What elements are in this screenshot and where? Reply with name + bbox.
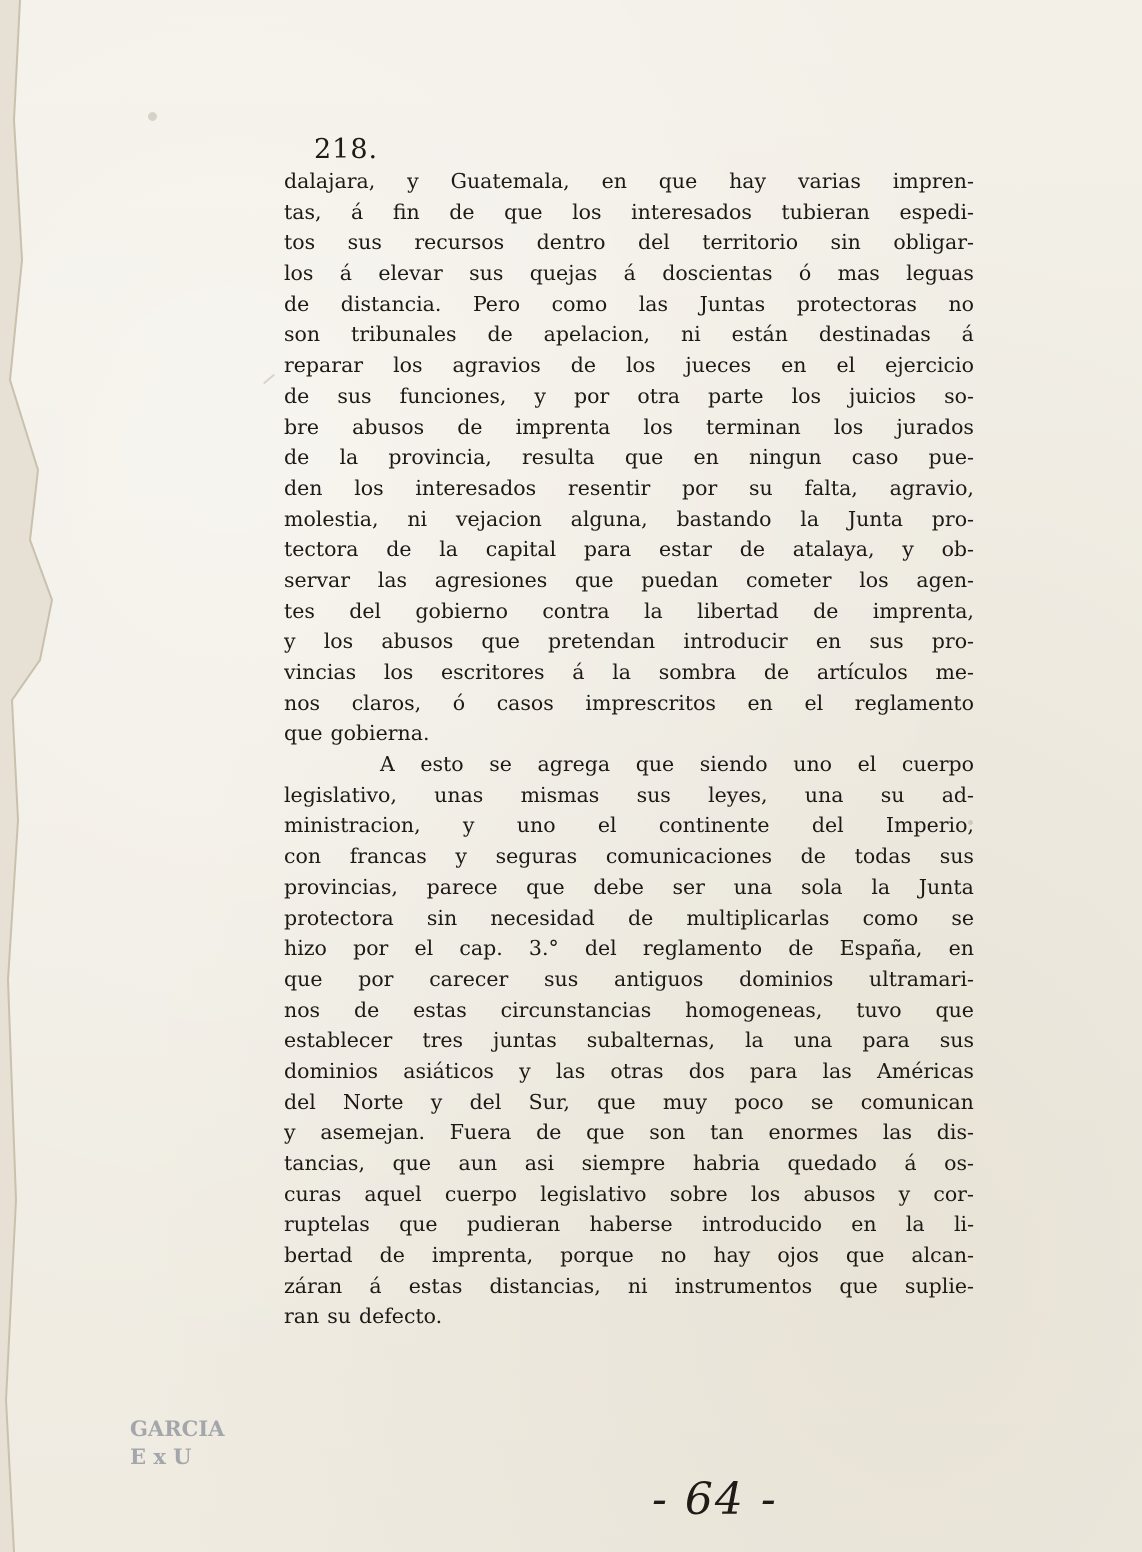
- text-line: nos claros, ó casos imprescritos en el reglamento: [284, 690, 974, 715]
- text-line: los á elevar sus quejas á doscientas ó mas leguas: [284, 261, 974, 286]
- text-line: de sus funciones, y por otra parte los juicios so-: [284, 383, 974, 408]
- body-text: [284, 166, 974, 1332]
- text-line: de la provincia, resulta que en ningun caso pue-: [284, 445, 974, 470]
- page-number: 218.: [314, 134, 379, 165]
- text-line: legislativo, unas mismas sus leyes, una su ad-: [284, 782, 974, 807]
- text-line: provincias, parece que debe ser una sola la Junta: [284, 874, 974, 899]
- text-line: ran su defecto.: [284, 1304, 443, 1329]
- text-line: bertad de imprenta, porque no hay ojos que alcan-: [284, 1243, 974, 1268]
- text-line: y asemejan. Fuera de que son tan enormes las dis-: [284, 1120, 974, 1145]
- text-line: y los abusos que pretendan introducir en sus pro-: [284, 629, 974, 654]
- text-line: ministracion, y uno el continente del Imperio,: [284, 813, 974, 838]
- stamp-line-2: E x U: [130, 1444, 192, 1469]
- text-line: tancias, que aun asi siempre habria quedado á os-: [284, 1151, 974, 1175]
- text-line: de distancia. Pero como las Juntas protectoras no: [284, 291, 974, 316]
- text-line: hizo por el cap. 3.° del reglamento de España, en: [284, 936, 974, 961]
- text-line: tos sus recursos dentro del territorio sin obligar-: [284, 230, 974, 255]
- text-line: que gobierna.: [284, 721, 430, 746]
- text-line: molestia, ni vejacion alguna, bastando la Junta pro-: [284, 506, 974, 531]
- text-line: del Norte y del Sur, que muy poco se comunican: [284, 1089, 974, 1114]
- text-line: tes del gobierno contra la libertad de imprenta,: [284, 598, 974, 623]
- text-line: záran á estas distancias, ni instrumentos que suplie-: [284, 1273, 974, 1298]
- text-line: tectora de la capital para estar de atalaya, y ob-: [284, 537, 974, 562]
- text-line: con francas y seguras comunicaciones de todas sus: [284, 844, 974, 869]
- paper-stain: [148, 112, 157, 121]
- paper-stain: [263, 374, 275, 385]
- library-stamp: [130, 1415, 225, 1471]
- stamp-line-1: GARCIA: [130, 1416, 225, 1441]
- text-line: servar las agresiones que puedan cometer los agen-: [284, 567, 974, 592]
- text-line: vincias los escritores á la sombra de artículos me-: [284, 660, 974, 684]
- text-line: tas, á fin de que los interesados tubieran espedi-: [284, 199, 974, 224]
- text-line: dominios asiáticos y las otras dos para las Américas: [284, 1058, 974, 1083]
- text-line: bre abusos de imprenta los terminan los jurados: [284, 414, 974, 439]
- folio-number: - 64 -: [652, 1474, 778, 1525]
- torn-edge: [0, 0, 70, 1552]
- text-line: establecer tres juntas subalternas, la una para sus: [284, 1028, 974, 1053]
- text-line: A esto se agrega que siendo uno el cuerpo: [380, 752, 974, 777]
- text-line: protectora sin necesidad de multiplicarlas como se: [284, 905, 974, 930]
- text-line: reparar los agravios de los jueces en el ejercicio: [284, 353, 974, 378]
- text-line: curas aquel cuerpo legislativo sobre los abusos y cor-: [284, 1181, 974, 1206]
- text-line: dalajara, y Guatemala, en que hay varias impren-: [284, 169, 974, 193]
- text-line: ruptelas que pudieran haberse introducido en la li-: [284, 1212, 974, 1237]
- text-line: son tribunales de apelacion, ni están destinadas á: [284, 322, 974, 347]
- text-line: den los interesados resentir por su falta, agravio,: [284, 475, 974, 500]
- text-line: nos de estas circunstancias homogeneas, tuvo que: [284, 997, 974, 1022]
- text-line: que por carecer sus antiguos dominios ultramari-: [284, 966, 974, 991]
